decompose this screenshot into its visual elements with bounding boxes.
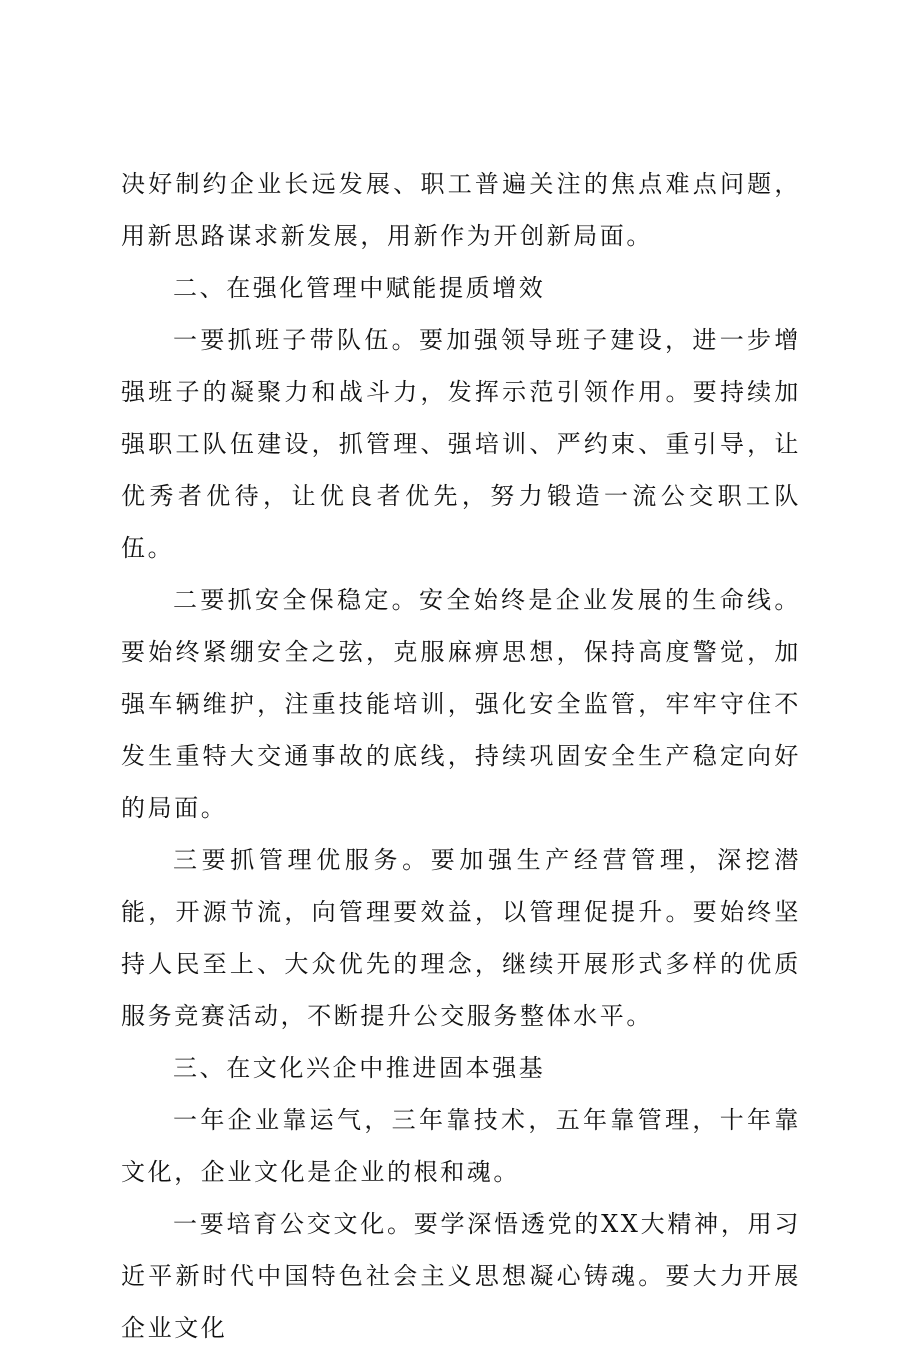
paragraph-corporate-culture-intro: 一年企业靠运气，三年靠技术，五年靠管理，十年靠文化，企业文化是企业的根和魂。 bbox=[121, 1106, 801, 1186]
section-heading-2: 二、在强化管理中赋能提质增效 bbox=[173, 274, 546, 302]
paragraph-transit-culture: 一要培育公交文化。要学深悟透党的XX大精神，用习近平新时代中国特色社会主义思想凝心铸魂。要大力开展企业文化 bbox=[121, 1210, 801, 1342]
paragraph-management-service: 三要抓管理优服务。要加强生产经营管理，深挖潜能，开源节流，向管理要效益，以管理促提升。要始终坚持人民至上、大众优先的理念，继续开展形式多样的优质服务竞赛活动，不断提升公交服务整体水平。 bbox=[121, 846, 801, 1030]
document-body bbox=[121, 158, 801, 1354]
paragraph-continuation: 决好制约企业长远发展、职工普遍关注的焦点难点问题，用新思路谋求新发展，用新作为开创新局面。 bbox=[121, 170, 801, 250]
paragraph-leadership-team: 一要抓班子带队伍。要加强领导班子建设，进一步增强班子的凝聚力和战斗力，发挥示范引领作用。要持续加强职工队伍建设，抓管理、强培训、严约束、重引导，让优秀者优待，让优良者优先，努力锻造一流公交职工队伍。 bbox=[121, 326, 801, 562]
section-heading-3: 三、在文化兴企中推进固本强基 bbox=[173, 1054, 546, 1082]
paragraph-safety-stability: 二要抓安全保稳定。安全始终是企业发展的生命线。要始终紧绷安全之弦，克服麻痹思想，保持高度警觉，加强车辆维护，注重技能培训，强化安全监管，牢牢守住不发生重特大交通事故的底线，持续巩固安全生产稳定向好的局面。 bbox=[121, 586, 801, 822]
